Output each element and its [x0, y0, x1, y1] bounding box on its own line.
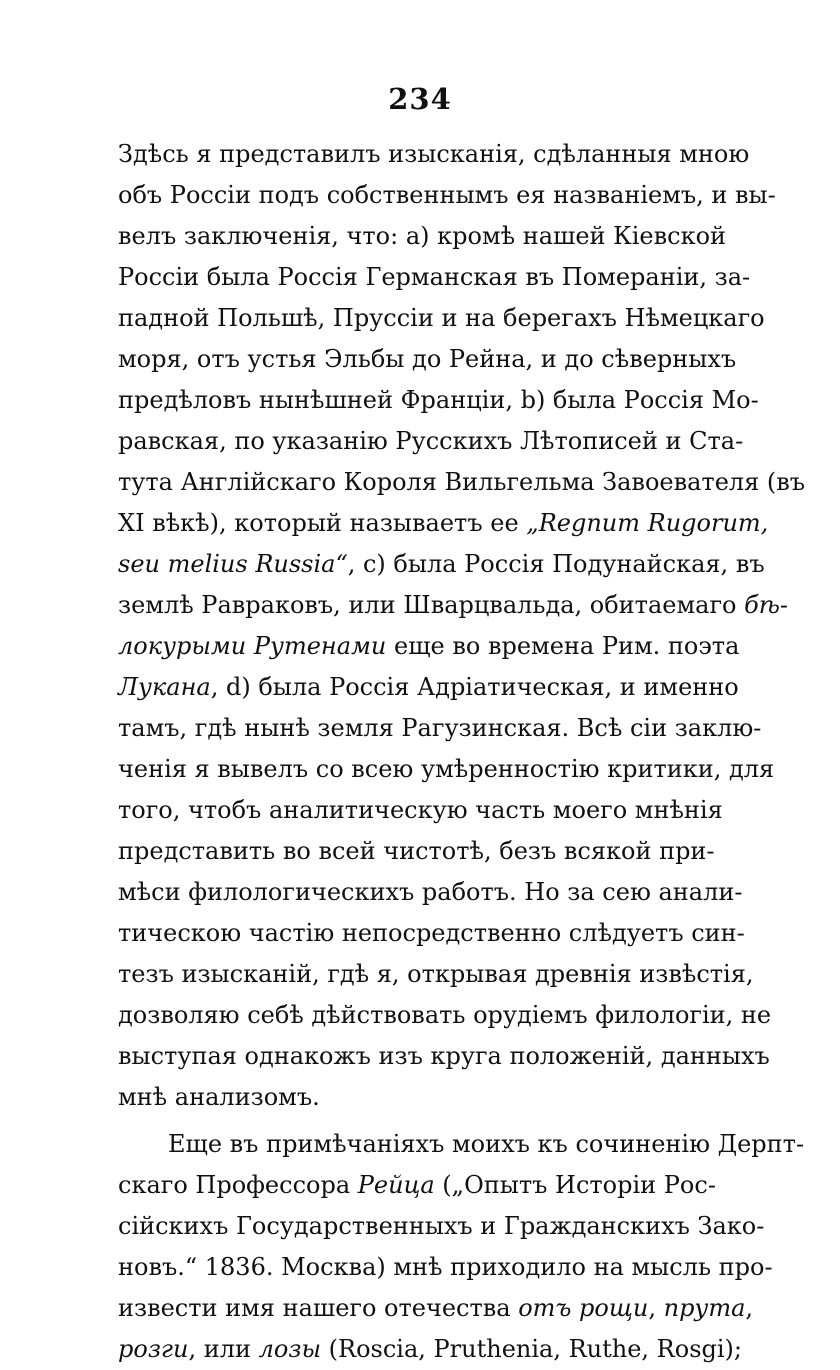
text-run: , [648, 1294, 664, 1322]
text-run: , [745, 1294, 754, 1322]
text-line: выступая однакожъ изъ круга положеній, данныхъ [118, 1042, 770, 1070]
text-line: падной Польшѣ, Пруссіи и на берегахъ Нѣмецкаго [118, 304, 765, 332]
text-line [118, 1165, 716, 1206]
text-line: того, чтобъ аналитическую часть моего мнѣнія [118, 796, 723, 824]
text-line [118, 503, 769, 544]
text-line: Здѣсь я представилъ изысканія, сдѣланныя мною [118, 140, 750, 168]
text-line: моря, отъ устья Эльбы до Рейна, и до сѣверныхъ [118, 345, 737, 373]
italic-text: розги [118, 1335, 189, 1363]
text-line [118, 626, 740, 667]
italic-latin-title: seu melius Russia“ [118, 550, 348, 578]
italic-text: отъ рощи [518, 1294, 649, 1322]
text-line: тута Англійскаго Короля Вильгельма Завоевателя (въ [118, 468, 806, 496]
text-line: тамъ, гдѣ нынѣ земля Рагузинская. Всѣ сіи заклю- [118, 714, 762, 742]
text-run: скаго Профессора [118, 1171, 358, 1199]
text-line: Еще въ примѣчаніяхъ моихъ къ сочиненію Дерпт- [168, 1130, 805, 1158]
text-line: велъ заключенія, что: а) кромѣ нашей Кіевской [118, 222, 727, 250]
text-line: Россіи была Россія Германская въ Помераніи, за- [118, 263, 751, 291]
page-number: 234 [388, 82, 452, 116]
text-line: представить во всей чистотѣ, безъ всякой при- [118, 837, 715, 865]
text-line: новъ.“ 1836. Москва) мнѣ приходило на мысль про- [118, 1253, 773, 1281]
italic-name: Лукана [118, 673, 211, 701]
text-run: (Roscia, Pruthenia, Ruthe, Rosgi); [321, 1335, 743, 1363]
italic-name: Рейца [357, 1171, 435, 1199]
text-run: („Опытъ Исторіи Рос- [434, 1171, 716, 1199]
text-run: , или [188, 1335, 259, 1363]
paragraph [118, 134, 806, 1118]
text-line [118, 544, 765, 585]
text-line: ченія я вывелъ со всею умѣренностію критики, для [118, 755, 775, 783]
italic-latin-title: „Regnum Rugorum, [526, 509, 769, 537]
text-run: , d) была Россія Адріатическая, и именно [210, 673, 739, 701]
body-text [118, 134, 806, 1370]
text-line: сійскихъ Государственныхъ и Гражданскихъ Зако- [118, 1212, 765, 1240]
italic-text: локурыми Рутенами [118, 632, 387, 660]
text-run: землѣ Равраковъ, или Шварцвальда, обитаемаго [118, 591, 745, 619]
text-run: , с) была Россія Подунайская, въ [347, 550, 765, 578]
text-run: XI вѣкѣ), который называетъ ее [118, 509, 527, 537]
text-line: объ Россіи подъ собственнымъ ея названіемъ, и вы- [118, 181, 776, 209]
text-line [118, 1329, 743, 1370]
text-line [118, 667, 739, 708]
text-line [118, 1288, 754, 1329]
text-line: мѣси филологическихъ работъ. Но за сею анали- [118, 878, 743, 906]
text-line: равская, по указанію Русскихъ Лѣтописей и Ста- [118, 427, 744, 455]
text-run: извести имя нашего отечества [118, 1294, 519, 1322]
text-line: предѣловъ нынѣшней Франціи, b) была Россія Мо- [118, 386, 759, 414]
text-line: тическою частію непосредственно слѣдуетъ син- [118, 919, 745, 947]
italic-text: прута [663, 1294, 746, 1322]
text-run: еще во времена Рим. поэта [386, 632, 740, 660]
text-line: тезъ изысканій, гдѣ я, открывая древнія извѣстія, [118, 960, 754, 988]
italic-text: бѣ- [744, 591, 789, 619]
text-line: мнѣ анализомъ. [118, 1083, 320, 1111]
italic-text: лозы [258, 1335, 321, 1363]
text-line: дозволяю себѣ дѣйствовать орудіемъ филологіи, не [118, 1001, 772, 1029]
text-line [118, 585, 789, 626]
paragraph [118, 1124, 805, 1370]
